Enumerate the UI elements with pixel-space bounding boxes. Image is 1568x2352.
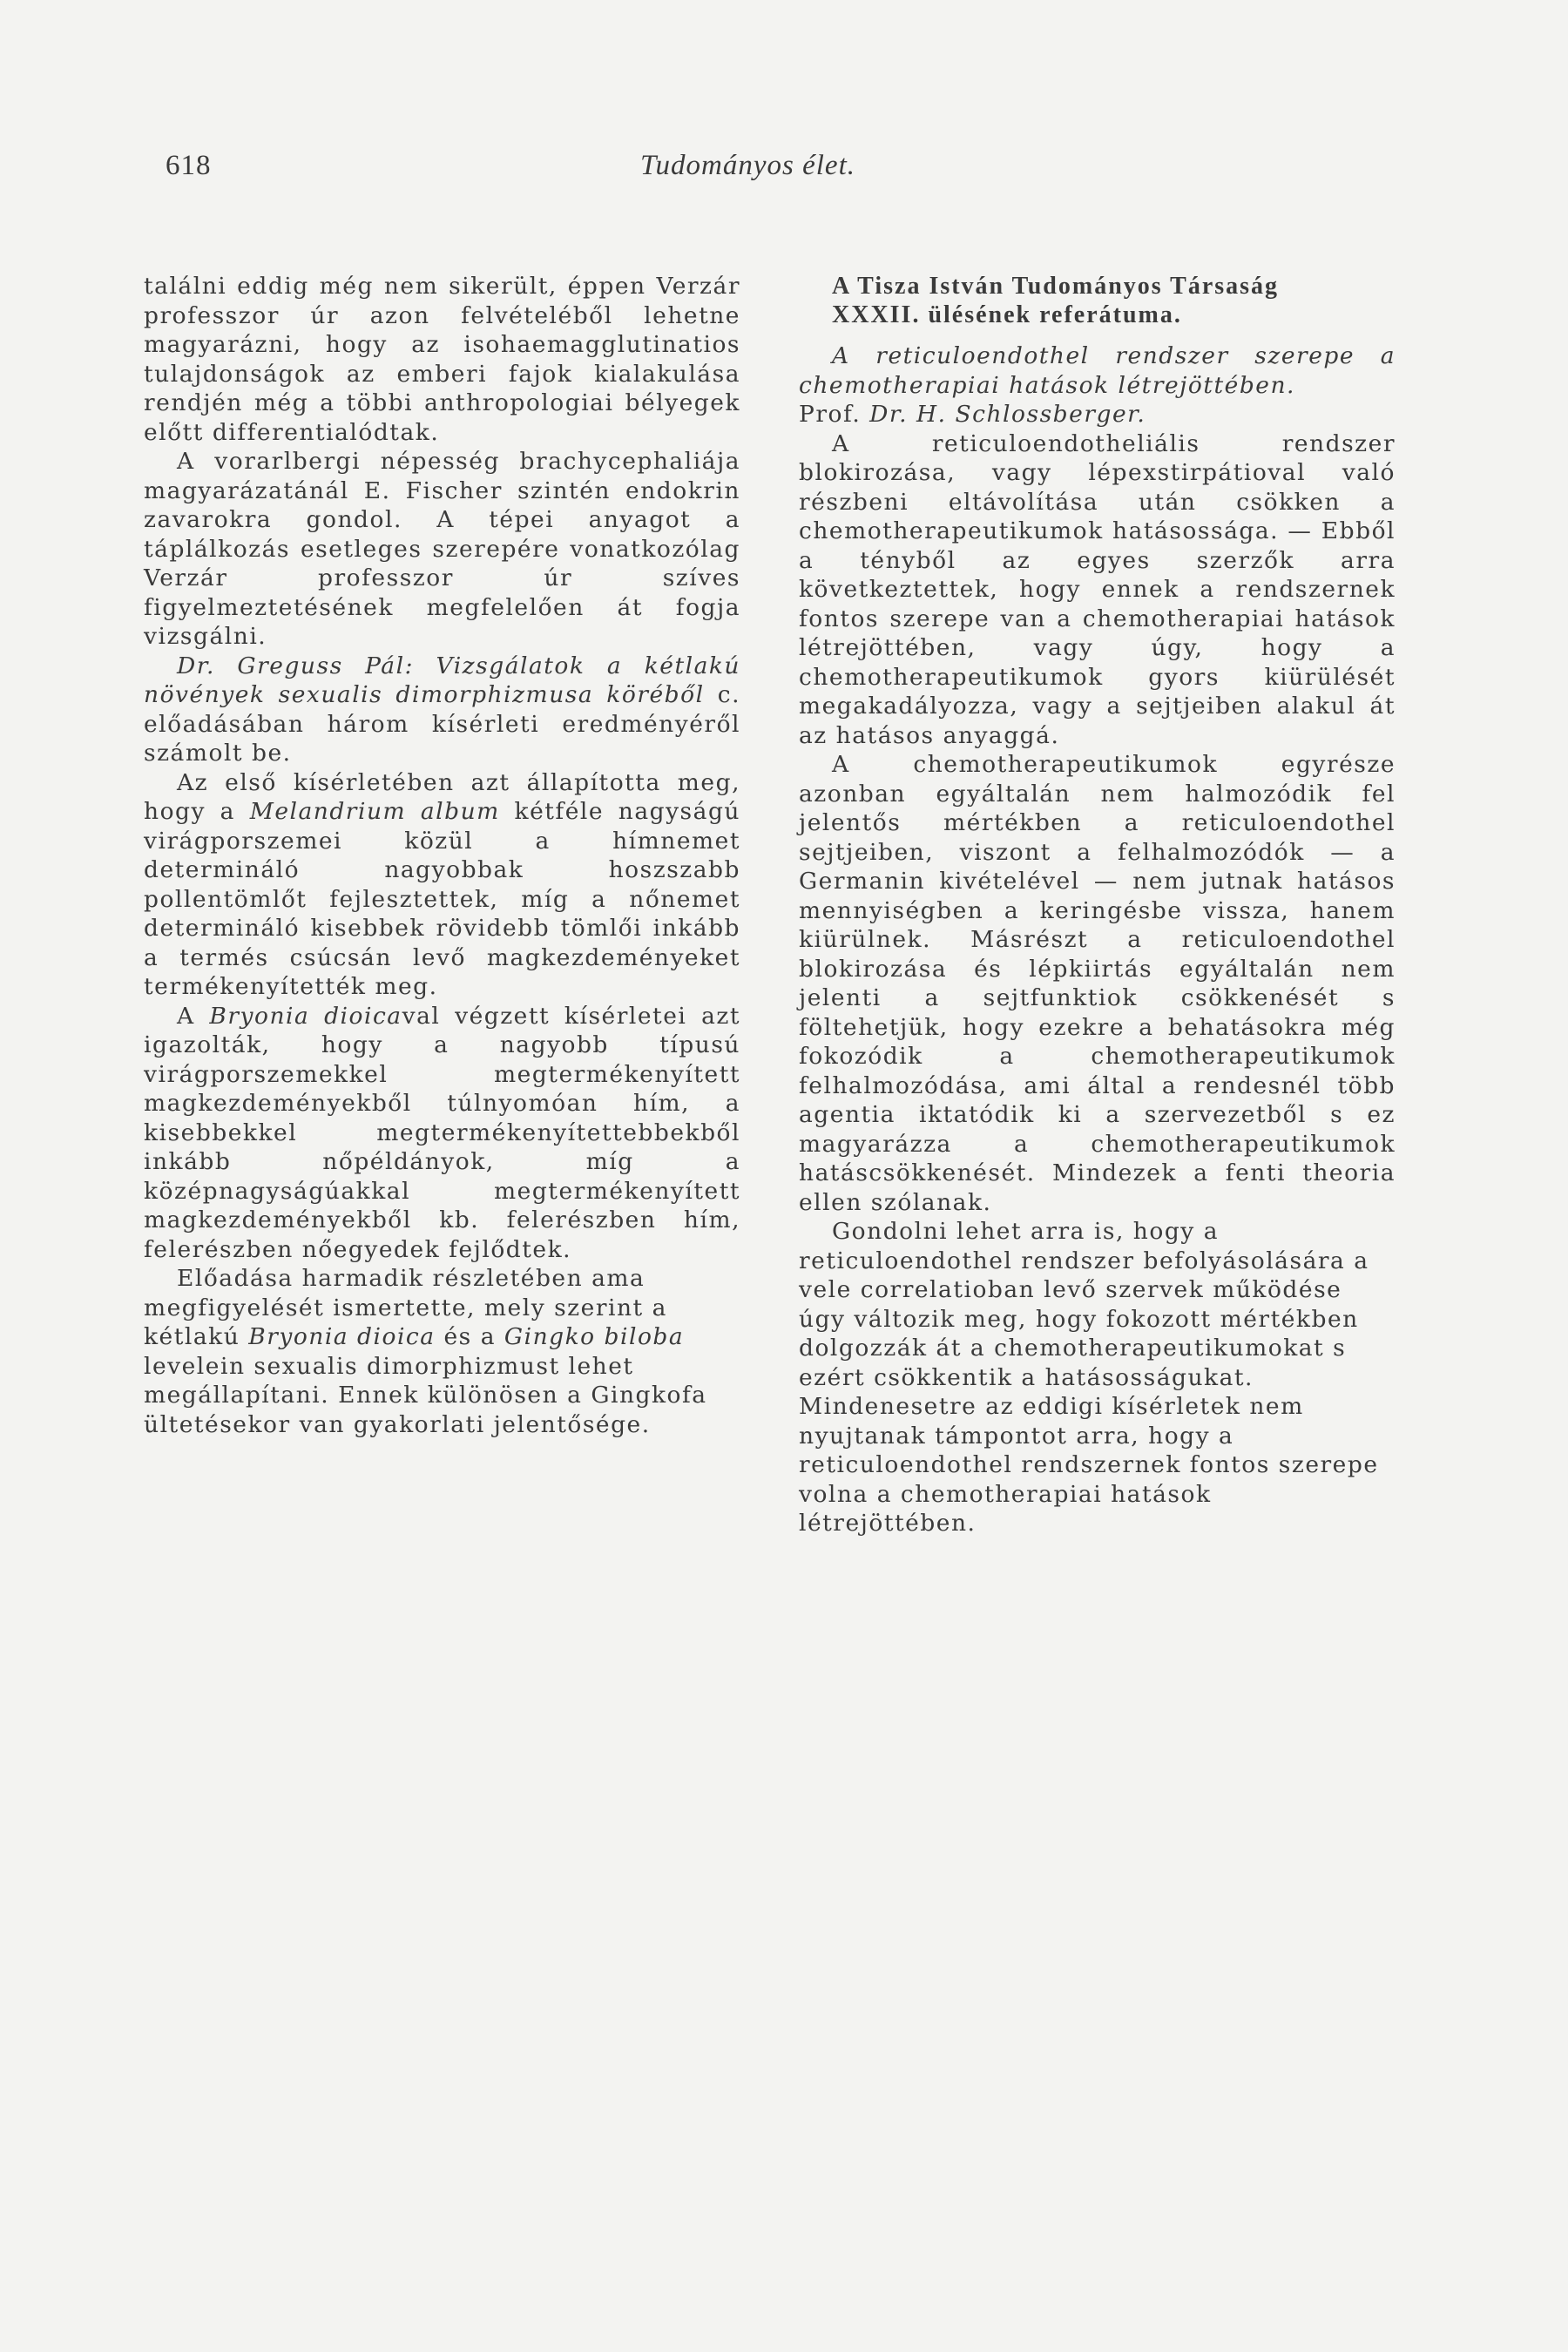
paragraph-gingko <box>144 1264 740 1439</box>
text-span: Az első kísérletében azt állapította meg, hogy a <box>144 768 740 825</box>
page-number: 618 <box>166 150 212 181</box>
paragraph-reticulo-1: A reticuloendotheliális rendszer blokirozása, vagy lépexstirpátioval való részbeni eltávolítása után csökken a chemotherapeutikumok hatásossága. — Ebből a tényből az egyes szerzők arra következtettek, hogy ennek a rendszernek fontos szerepe van a chemotherapiai hatások létrejöttében, vagy úgy, hogy a chemotherapeutikumok gyors kiürülését megakadályozza, vagy a sejtjeiben alakul át az hatásos anyaggá. <box>799 429 1396 749</box>
article-title: A reticuloendothel rendszer szerepe a chemotherapiai hatások létrejöttében. <box>799 342 1396 399</box>
paragraph-melandrium <box>144 768 740 1002</box>
lecture-text: c. előadásában három kísérleti eredményéről számolt be. <box>144 681 740 767</box>
paragraph-reticulo-2: A chemotherapeutikumok egyrésze azonban egyáltalán nem halmozódik fel jelentős mértékben a reticuloendothel sejtjeiben, viszont a felhalmozódók — a Germanin kivételével — nem jutnak hatásos mennyiségben a keringésbe vissza, hanem kiürülnek. Másrészt a reticuloendothel blokirozása és lépkiirtás egyáltalán nem jelenti a sejtfunktiok csökkenését s föltehetjük, hogy ezekre a behatásokra még fokozódik a chemotherapeutikumok felhalmozódása, ami által a rendesnél több agentia iktatódik ki a szervezetből s ez magyarázza a chemotherapeutikumok hatáscsökkenését. Mindezek a fenti theoria ellen szólanak. <box>799 751 1396 1216</box>
section-subheading: XXXII. ülésének referátuma. <box>832 301 1182 328</box>
text-span: val végzett kísérletei azt igazolták, hogy a nagyobb típusú virágporszemekkel megtermékenyített magkezdeményekből túlnyomóan hím, a kisebbekkel megtermékenyítettebbekből inkább nőpéldányok, míg a középnagyságúakkal megtermékenyített magkezdeményekből kb. felerészben hím, felerészben nőegyedek fejlődtek. <box>144 1002 741 1263</box>
article-author <box>799 400 1396 429</box>
species-name: Gingko biloba <box>504 1323 685 1350</box>
author-prefix: Prof. <box>799 401 870 428</box>
text-span: és a <box>435 1323 504 1350</box>
author-name: Dr. Greguss Pál <box>177 652 405 679</box>
text-span: Előadása harmadik részletében ama megfigyelését ismertette, mely szerint a kétlakú <box>144 1265 667 1350</box>
right-column <box>799 272 1396 1538</box>
paragraph-greguss-intro <box>144 652 740 768</box>
author-name: Dr. H. Schlossberger. <box>869 401 1146 428</box>
species-name: Bryonia dioica <box>248 1323 436 1350</box>
paragraph-reticulo-3: Gondolni lehet arra is, hogy a reticuloendothel rendszer befolyásolására a vele correlatioban levő szervek működése úgy változik meg, hogy fokozott mértékben dolgozzák át a chemotherapeutikumokat s ezért csökkentik a hatásosságukat. Mindenesetre az eddigi kísérletek nem nyujtanak támpontot arra, hogy a reticuloendothel rendszernek fontos szerepe volna a chemotherapiai hatások létrejöttében. <box>799 1218 1379 1537</box>
text-span: levelein sexualis dimorphizmust lehet megállapítani. Ennek különösen a Gingkofa ültetésekor van gyakorlati jelentősége. <box>144 1352 707 1438</box>
lecture-title: : Vizsgálatok a kétlakú növények sexualis dimorphizmusa köréből <box>144 652 741 708</box>
text-span: A <box>177 1002 210 1030</box>
paragraph-vorarlberg: A vorarlbergi népesség brachycephaliája magyarázatánál E. Fischer szintén endokrin zavarokra gondol. A tépei anyagot a táplálkozás esetleges szerepére vonatkozólag Verzár professzor úr szíves figyelmeztetésének megfelelően át fogja vizsgálni. <box>144 448 740 650</box>
journal-title: Tudományos élet. <box>640 150 855 181</box>
text-span: kétféle nagyságú virágporszemei közül a hímnemet determináló nagyobbak hoszszabb pollentömlőt fejlesztettek, míg a nőnemet determináló kisebbek rövidebb tömlői inkább a termés csúcsán levő magkezdeményeket termékenyítették meg. <box>144 798 740 1000</box>
species-name: Melandrium album <box>249 798 500 825</box>
species-name: Bryonia dioica <box>209 1002 402 1030</box>
running-head <box>166 150 1402 193</box>
left-column <box>144 272 740 1439</box>
paragraph-bryonia <box>144 1002 740 1265</box>
paragraph-continuation: találni eddig még nem sikerült, éppen Verzár professzor úr azon felvételéből lehetne magyarázni, hogy az isohaemagglutinatios tulajdonságok az emberi fajok kialakulása rendjén még a többi anthropologiai bélyegek előtt differentialódtak. <box>144 273 740 446</box>
section-heading: A Tisza István Tudományos Társaság <box>832 273 1280 300</box>
